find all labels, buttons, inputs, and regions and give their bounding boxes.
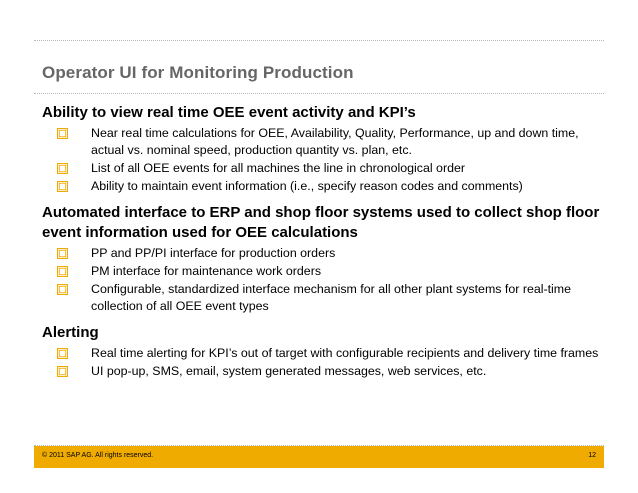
title-divider [34,93,604,94]
slide-title: Operator UI for Monitoring Production [42,63,354,82]
list-item-text: Configurable, standardized interface mechanism for all other plant systems for real-time collection of all OEE event types [91,282,572,313]
slide-content [42,103,602,388]
list-item [42,160,602,177]
top-divider [34,40,604,41]
footer-bar [34,446,604,468]
checkbox-icon [57,284,68,295]
checkbox-icon [57,248,68,259]
list-item-text: PM interface for maintenance work orders [91,264,322,278]
checkbox-icon [57,181,68,192]
page-number: 12 [588,452,596,459]
checkbox-icon [57,348,68,359]
checkbox-icon [57,366,68,377]
section-erp-interface [42,203,602,315]
list-item-text: Real time alerting for KPI’s out of target with configurable recipients and delivery time frames [91,346,599,360]
list-item [42,345,602,362]
list-item [42,245,602,262]
list-item [42,125,602,159]
list-item-text: PP and PP/PI interface for production orders [91,246,336,260]
list-item [42,281,602,315]
list-item-text: Near real time calculations for OEE, Availability, Quality, Performance, up and down time, actual vs. nominal speed, production quantity vs. plan, etc. [91,126,579,157]
checkbox-icon [57,163,68,174]
checkbox-icon [57,128,68,139]
copyright-notice: © 2011 SAP AG. All rights reserved. [42,452,154,459]
section-heading: Alerting [42,324,99,341]
section-oee-activity [42,103,602,195]
section-heading: Ability to view real time OEE event activity and KPI’s [42,104,416,121]
list-item [42,263,602,280]
list-item [42,363,602,380]
section-alerting [42,323,602,380]
list-item-text: List of all OEE events for all machines the line in chronological order [91,161,465,175]
list-item-text: UI pop-up, SMS, email, system generated messages, web services, etc. [91,364,487,378]
section-heading: Automated interface to ERP and shop floor systems used to collect shop floor event information used for OEE calculations [42,204,600,241]
list-item [42,178,602,195]
checkbox-icon [57,266,68,277]
list-item-text: Ability to maintain event information (i.e., specify reason codes and comments) [91,179,523,193]
